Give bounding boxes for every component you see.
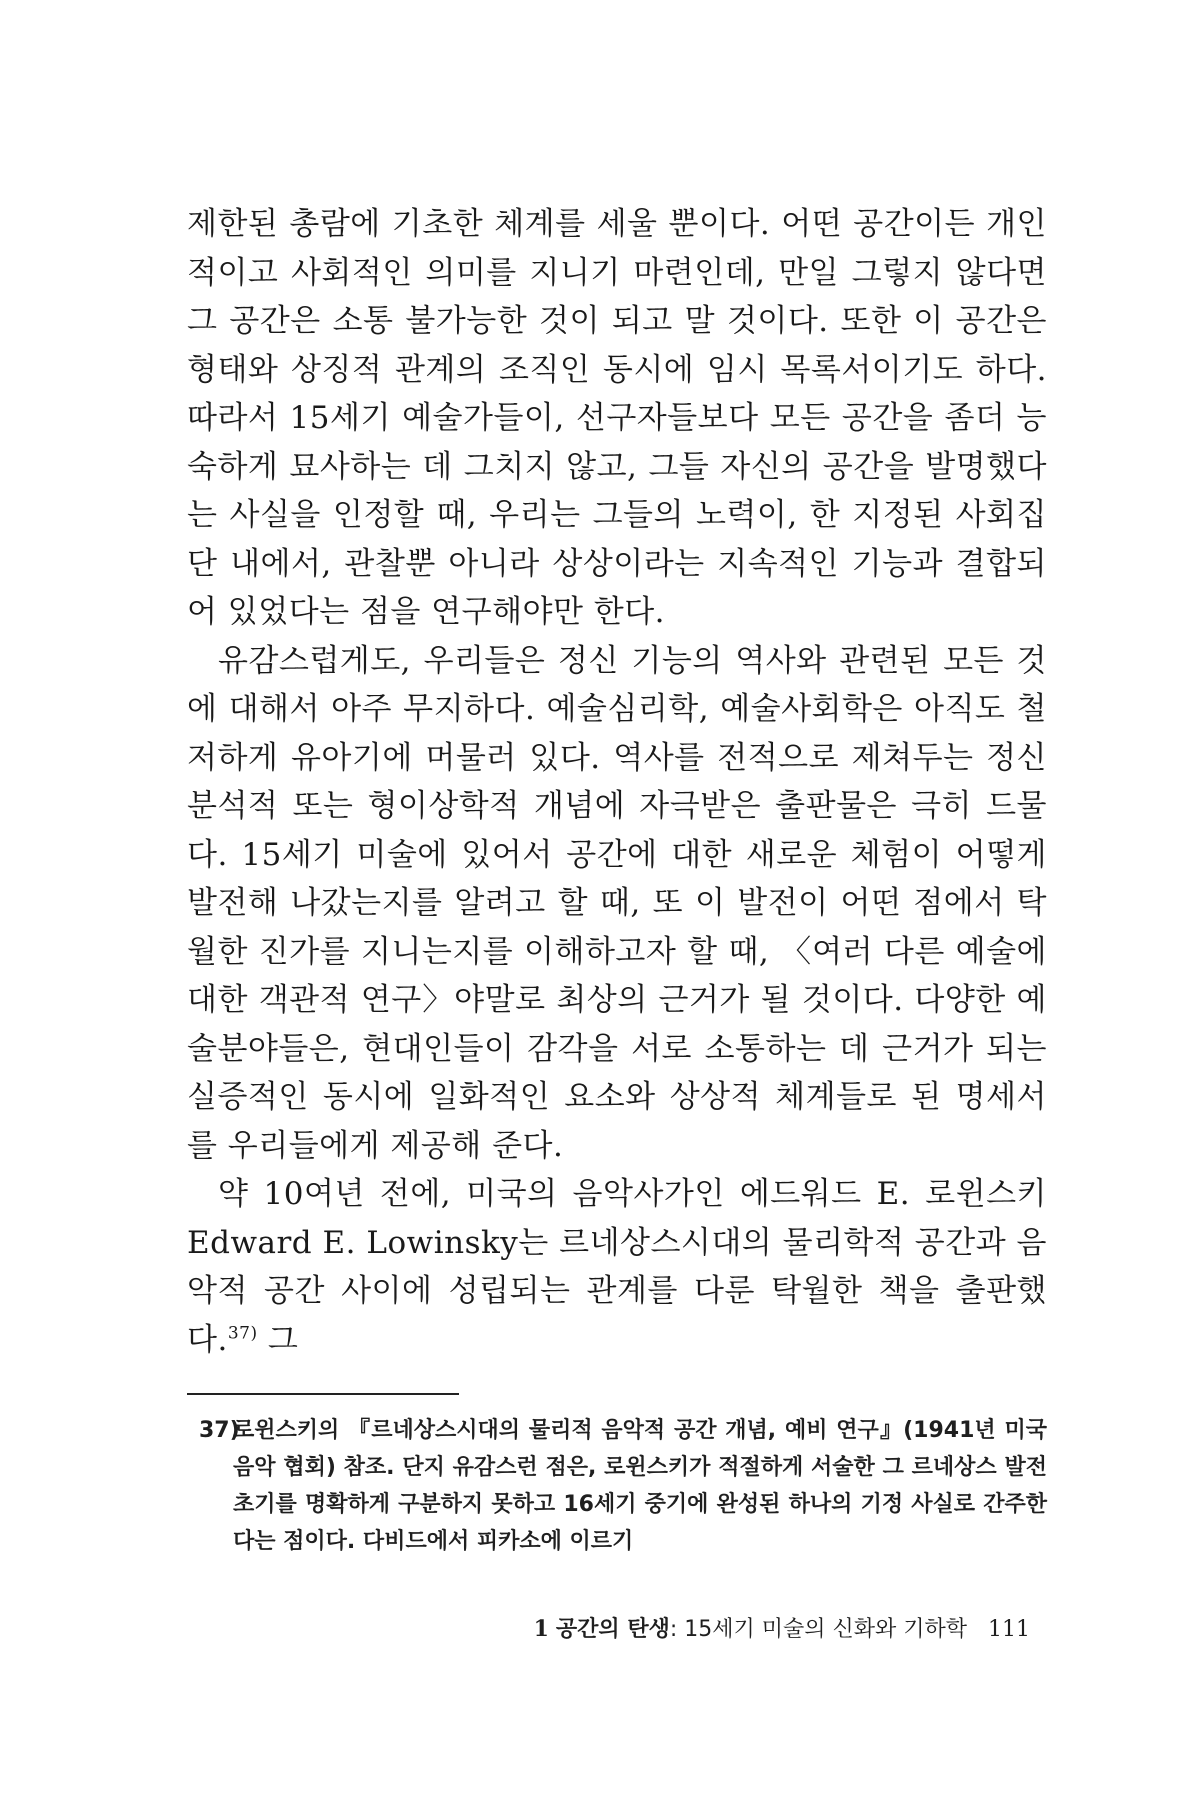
paragraph-3-text: 약 10여년 전에, 미국의 음악사가인 에드워드 E. 로윈스키 Edward E. Lowinsky는 르네상스시대의 물리학적 공간과 음악적 공간 사이에 성립되는 관계를 다룬 탁월한 책을 출판했다. [187,1176,1047,1358]
paragraph-3-tail: 그 [257,1321,299,1358]
paragraph-3 [187,1170,1047,1364]
chapter-number: 1 [533,1616,549,1642]
paragraph-2: 유감스럽게도, 우리들은 정신 기능의 역사와 관련된 모든 것에 대해서 아주 무지하다. 예술심리학, 예술사회학은 아직도 철저하게 유아기에 머물러 있다. 역사를 전적으로 제쳐두는 정신분석적 또는 형이상학적 개념에 자극받은 출판물은 극히 드물다. 15세기 미술에 있어서 공간에 대한 새로운 체험이 어떻게 발전해 나갔는지를 알려고 할 때, 또 이 발전이 어떤 점에서 탁월한 진가를 지니는지를 이해하고자 할 때, 〈여러 다른 예술에 대한 객관적 연구〉야말로 최상의 근거가 될 것이다. 다양한 예술분야들은, 현대인들이 감각을 서로 소통하는 데 근거가 되는 실증적인 동시에 일화적인 요소와 상상적 체계들로 된 명세서를 우리들에게 제공해 준다. [187,642,1047,1164]
body-text [187,200,1047,1364]
footnote-reference[interactable]: 37) [227,1323,258,1344]
page-number: 111 [988,1617,1030,1642]
footnote-divider [187,1393,459,1395]
footnote-text: 로윈스키의 『르네상스시대의 물리적 음악적 공간 개념, 예비 연구』(1941년 미국음악 협회) 참조. 단지 유감스런 점은, 로윈스키가 적절하게 서술한 그 르네상스 발전 초기를 명확하게 구분하지 못하고 16세기 중기에 완성된 하나의 기정 사실로 간주한다는 점이다. 다비드에서 피카소에 이르기 [233,1418,1047,1554]
footnote-row [187,1412,1047,1560]
footnote-number: 37) [199,1418,240,1443]
chapter-subtitle: : 15세기 미술의 신화와 기하학 [669,1617,967,1642]
footnote [187,1412,1047,1560]
chapter-title: 공간의 탄생 [555,1617,670,1642]
running-footer [470,1612,1030,1643]
paragraph-1: 제한된 총람에 기초한 체계를 세울 뿐이다. 어떤 공간이든 개인적이고 사회적인 의미를 지니기 마련인데, 만일 그렇지 않다면 그 공간은 소통 불가능한 것이 되고 말 것이다. 또한 이 공간은 형태와 상징적 관계의 조직인 동시에 임시 목록서이기도 하다. 따라서 15세기 예술가들이, 선구자들보다 모든 공간을 좀더 능숙하게 묘사하는 데 그치지 않고, 그들 자신의 공간을 발명했다는 사실을 인정할 때, 우리는 그들의 노력이, 한 지정된 사회집단 내에서, 관찰뿐 아니라 상상이라는 지속적인 기능과 결합되어 있었다는 점을 연구해야만 한다. [187,206,1047,630]
